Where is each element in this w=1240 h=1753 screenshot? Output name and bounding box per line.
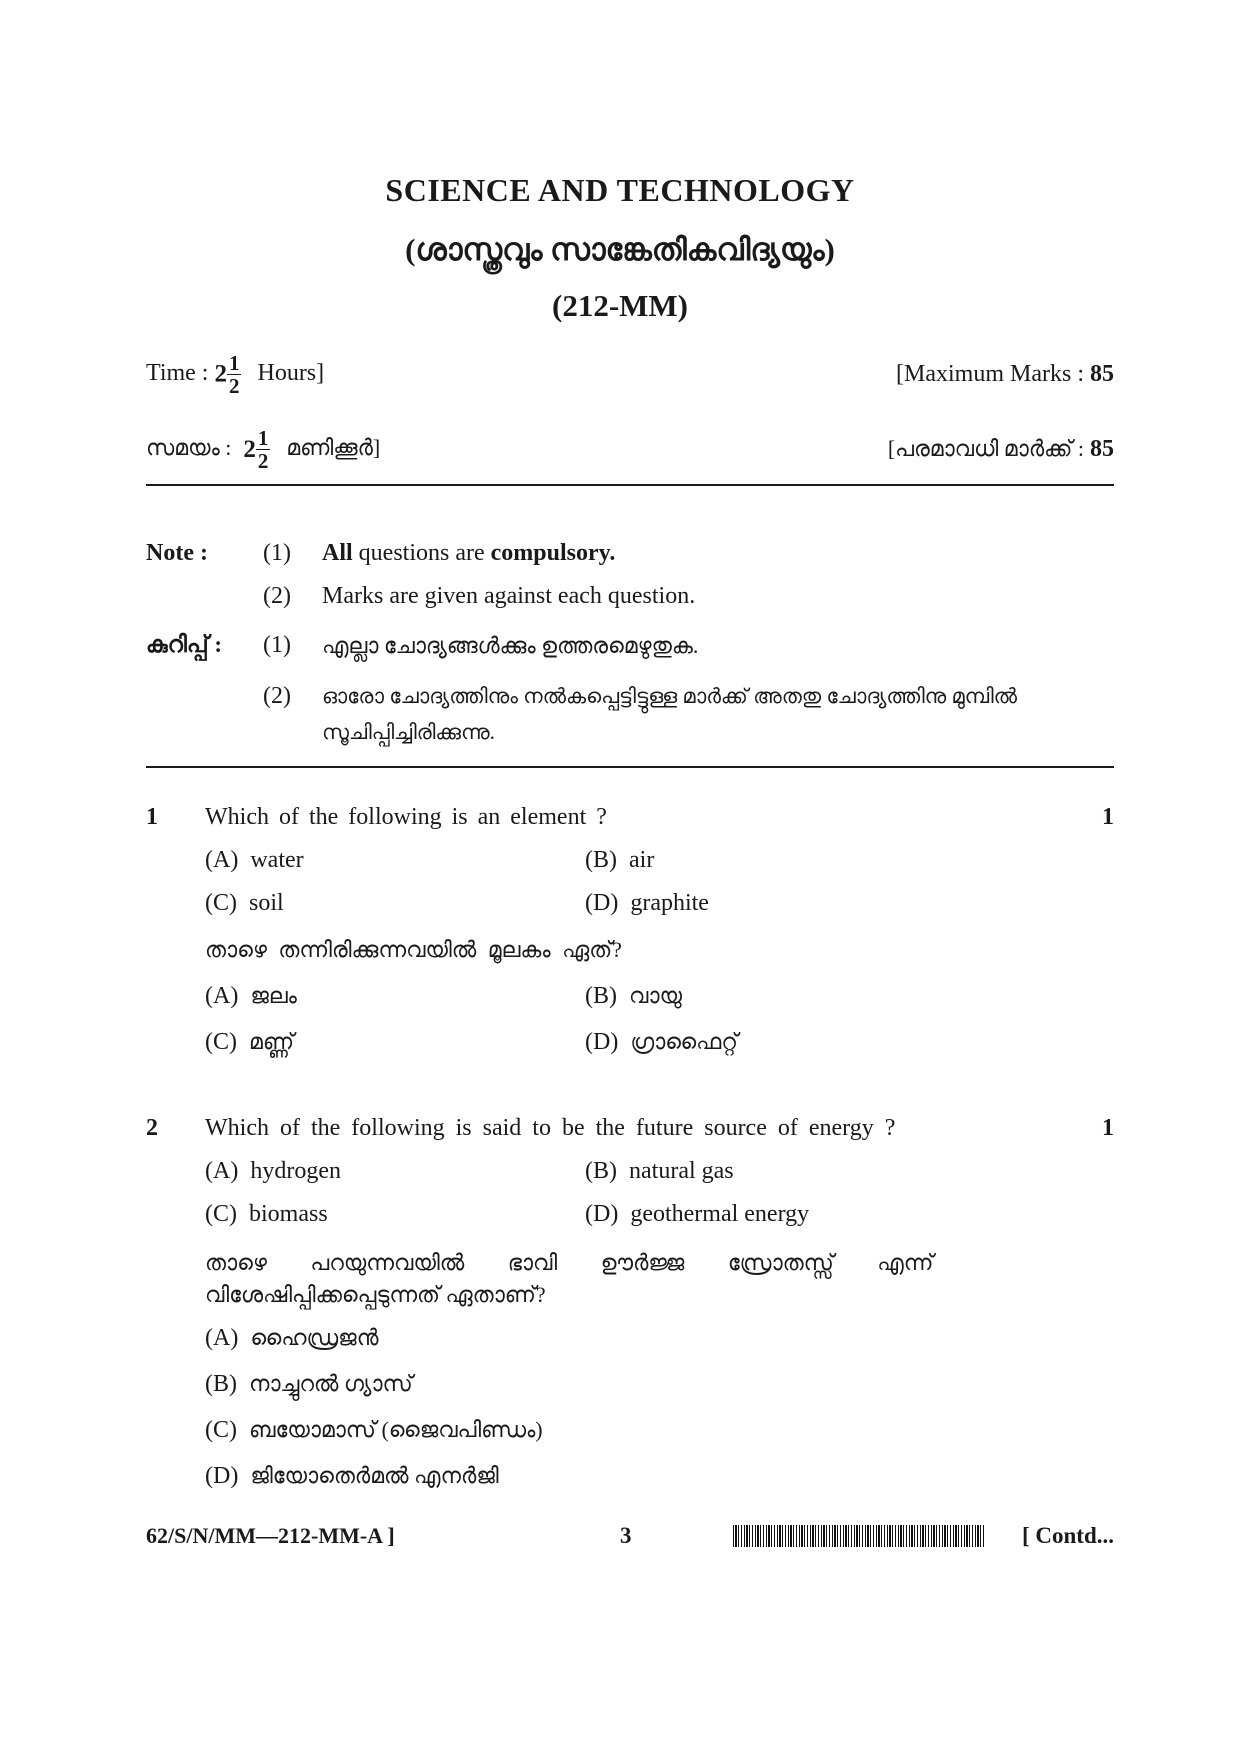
q2-option-c: (C) biomass bbox=[205, 1201, 328, 1227]
q1-marks: 1 bbox=[1102, 804, 1114, 830]
q2-text-ml-line1: താഴെ പറയുന്നവയിൽ ഭാവി ഊർജ്ജ സ്രോതസ്സ് എന്ന് bbox=[205, 1250, 934, 1275]
q1-option-b: (B) air bbox=[585, 847, 655, 873]
subject-code: (212-MM) bbox=[552, 288, 688, 323]
q2-marks: 1 bbox=[1102, 1115, 1114, 1141]
q2-ml-option-a: (A) ഹൈഡ്രജൻ bbox=[205, 1325, 379, 1351]
page-number: 3 bbox=[620, 1523, 632, 1548]
q2-ml-option-d: (D) ജിയോതെർമൽ എനർജി bbox=[205, 1463, 499, 1489]
q1-option-a: (A) water bbox=[205, 847, 304, 873]
max-marks-value: 85 bbox=[1090, 361, 1114, 387]
note-ml-2-number: (2) bbox=[263, 683, 291, 709]
q2-ml-option-b: (B) നാച്ചുറൽ ഗ്യാസ് bbox=[205, 1371, 413, 1397]
max-marks-english bbox=[896, 361, 1114, 388]
footer-paper-code: 62/S/N/MM—212-MM-A ] bbox=[146, 1523, 395, 1548]
note-1-number: (1) bbox=[263, 540, 291, 566]
exam-subtitle: (ശാസ്ത്രവും സാങ്കേതികവിദ്യയും) bbox=[405, 232, 835, 267]
q1-number: 1 bbox=[146, 804, 158, 830]
time-ml-unit: മണിക്കൂർ] bbox=[286, 435, 381, 461]
q1-text-en: Which of the following is an element ? bbox=[205, 804, 607, 830]
q2-option-a: (A) hydrogen bbox=[205, 1158, 341, 1184]
max-marks-malayalam bbox=[888, 436, 1114, 463]
time-ml-fraction: $\frac{1}{2}$ bbox=[257, 426, 269, 473]
q2-ml-option-c: (C) ബയോമാസ് (ജൈവപിണ്ഡം) bbox=[205, 1417, 543, 1443]
note-ml-label: കുറിപ്പ് : bbox=[146, 632, 223, 657]
q2-number: 2 bbox=[146, 1115, 158, 1141]
q2-option-d: (D) geothermal energy bbox=[585, 1201, 810, 1227]
q1-ml-option-c: (C) മണ്ണ് bbox=[205, 1029, 294, 1055]
note-label: Note : bbox=[146, 540, 208, 566]
time-english bbox=[146, 352, 324, 397]
time-fraction: $\frac{1}{2}$ bbox=[228, 351, 240, 398]
note-ml-2-line1: ഓരോ ചോദ്യത്തിനും നൽകപ്പെട്ടിട്ടുള്ള മാർക്ക് അതതു ചോദ്യത്തിനു മുമ്പിൽ bbox=[322, 684, 1018, 708]
max-marks-ml-label: [പരമാവധി മാർക്ക് : bbox=[887, 436, 1084, 461]
note-ml-1-text: എല്ലാ ചോദ്യങ്ങൾക്കും ഉത്തരമെഴുതുക. bbox=[322, 633, 699, 658]
note-2-text: Marks are given against each question. bbox=[322, 583, 696, 609]
max-marks-label: [Maximum Marks : bbox=[896, 361, 1084, 387]
time-malayalam bbox=[146, 427, 380, 472]
time-label: Time : bbox=[146, 360, 209, 387]
divider-notes bbox=[146, 766, 1114, 768]
note-ml-2-line2: സൂചിപ്പിച്ചിരിക്കുന്നു. bbox=[322, 720, 495, 744]
note-ml-1-number: (1) bbox=[263, 632, 291, 658]
note-2-number: (2) bbox=[263, 583, 291, 609]
q1-option-c: (C) soil bbox=[205, 890, 284, 916]
q1-text-ml: താഴെ തന്നിരിക്കുന്നവയിൽ മൂലകം ഏത്? bbox=[205, 937, 622, 962]
q2-option-b: (B) natural gas bbox=[585, 1158, 734, 1184]
q1-option-d: (D) graphite bbox=[585, 890, 709, 916]
exam-title: SCIENCE AND TECHNOLOGY bbox=[385, 172, 855, 208]
max-marks-ml-value: 85 bbox=[1090, 436, 1114, 462]
q2-text-en: Which of the following is said to be the future source of energy ? bbox=[205, 1115, 896, 1141]
time-ml-whole: 2 bbox=[243, 435, 256, 463]
divider-top bbox=[146, 484, 1114, 486]
time-ml-label: സമയം : bbox=[146, 435, 232, 461]
time-whole: 2 bbox=[214, 360, 227, 388]
time-unit: Hours] bbox=[257, 360, 325, 387]
note-1-text: All questions are compulsory. bbox=[322, 540, 616, 566]
q2-text-ml-line2: വിശേഷിപ്പിക്കപ്പെടുന്നത് ഏതാണ്? bbox=[205, 1282, 546, 1307]
contd-label: [ Contd... bbox=[1021, 1523, 1114, 1548]
q1-ml-option-b: (B) വായു bbox=[585, 983, 682, 1009]
q1-ml-option-a: (A) ജലം bbox=[205, 983, 297, 1009]
q1-ml-option-d: (D) ഗ്രാഫൈറ്റ് bbox=[585, 1029, 738, 1055]
barcode-image bbox=[733, 1525, 985, 1547]
